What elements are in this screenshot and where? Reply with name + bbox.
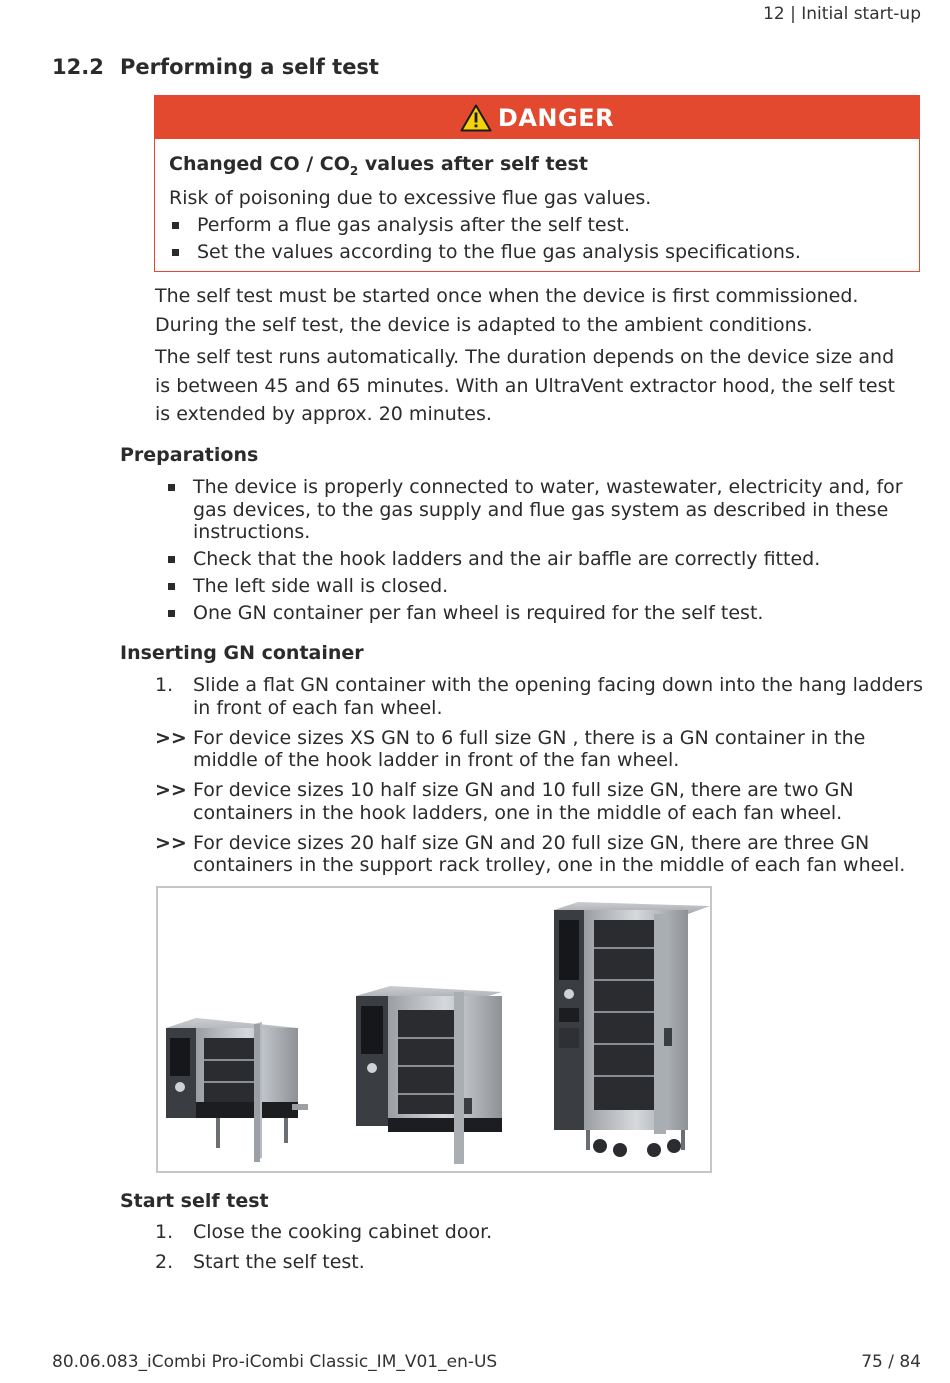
intro-paragraph: The self test must be started once when the device is first commissioned. During the self test, the device is adapted to the ambient conditions.	[155, 285, 859, 336]
step-item	[155, 674, 925, 719]
list-item-text: One GN container per fan wheel is required for the self test.	[193, 602, 764, 624]
footer-document-id: 80.06.083_iCombi Pro-iCombi Classic_IM_V01_en-US	[52, 1352, 498, 1372]
section-title: Performing a self test	[120, 55, 379, 79]
combi-steamer-figure	[156, 886, 712, 1173]
step-marker: 2.	[155, 1251, 174, 1273]
danger-heading-part: Changed CO / CO	[169, 153, 350, 175]
bullet-square-icon	[168, 556, 175, 563]
medium-unit-drawing	[356, 986, 502, 1164]
result-text: For device sizes 20 half size GN and 20 full size GN, there are three GN containers in the support rack trolley, one in the middle of each fan wheel.	[193, 831, 906, 876]
result-marker: >>	[155, 831, 187, 854]
small-unit-drawing	[166, 1018, 308, 1162]
section-heading	[52, 55, 379, 79]
step-text: Slide a flat GN container with the opening facing down into the hang ladders in front of each fan wheel.	[193, 674, 924, 719]
start-heading: Start self test	[120, 1190, 269, 1212]
danger-notice	[154, 95, 920, 272]
section-number: 12.2	[52, 55, 104, 79]
result-marker: >>	[155, 726, 187, 749]
bullet-square-icon	[172, 222, 179, 229]
danger-heading-part: values after self test	[358, 153, 588, 175]
list-item-text: The left side wall is closed.	[193, 575, 449, 597]
result-item	[155, 832, 925, 877]
intro-paragraph: The self test runs automatically. The duration depends on the device size and is between 45 and 65 minutes. With an UltraVent extractor hood, the self test is extended by approx. 20 minutes.	[155, 346, 895, 425]
bullet-square-icon	[168, 610, 175, 617]
preparations-heading: Preparations	[120, 444, 259, 466]
result-text: For device sizes XS GN to 6 full size GN , there is a GN container in the middle of the hook ladder in front of the fan wheel.	[193, 726, 866, 771]
bullet-square-icon	[168, 583, 175, 590]
step-item	[155, 1251, 925, 1274]
danger-label: DANGER	[497, 103, 615, 132]
preparations-list	[165, 476, 915, 629]
list-item	[169, 212, 905, 239]
result-item	[155, 727, 925, 772]
list-item	[165, 575, 915, 598]
result-text: For device sizes 10 half size GN and 10 full size GN, there are two GN containers in the hook ladders, one in the middle of each fan wheel.	[193, 779, 854, 824]
footer-page-number: 75 / 84	[861, 1352, 921, 1372]
danger-heading-subscript: 2	[349, 163, 359, 178]
start-steps	[155, 1221, 925, 1281]
large-unit-drawing	[554, 902, 710, 1157]
step-text: Close the cooking cabinet door.	[193, 1221, 493, 1243]
list-item	[169, 239, 905, 266]
step-marker: 1.	[155, 1221, 174, 1243]
inserting-heading: Inserting GN container	[120, 642, 364, 664]
bullet-square-icon	[168, 484, 175, 491]
list-item	[165, 476, 915, 544]
danger-body	[155, 139, 919, 266]
list-item-text: Set the values according to the flue gas analysis specifications.	[197, 240, 801, 263]
danger-heading	[169, 151, 905, 185]
list-item-text: Perform a flue gas analysis after the self test.	[197, 213, 630, 236]
inserting-steps	[155, 674, 925, 884]
warning-triangle-icon	[460, 104, 492, 132]
step-item	[155, 1221, 925, 1244]
danger-risk: Risk of poisoning due to excessive flue gas values.	[169, 186, 652, 209]
step-marker: 1.	[155, 674, 174, 696]
running-header: 12 | Initial start-up	[763, 4, 921, 24]
result-marker: >>	[155, 779, 187, 801]
danger-header	[155, 96, 919, 139]
list-item-text: Check that the hook ladders and the air baffle are correctly fitted.	[193, 548, 821, 570]
danger-actions	[169, 212, 905, 266]
list-item-text: The device is properly connected to water, wastewater, electricity and, for gas devices, to the gas supply and flue gas system as described in these instructions.	[193, 476, 903, 543]
result-item	[155, 779, 925, 824]
list-item	[165, 602, 915, 625]
list-item	[165, 548, 915, 571]
step-text: Start the self test.	[193, 1251, 365, 1273]
combi-steamer-illustration	[158, 888, 710, 1171]
bullet-square-icon	[172, 249, 179, 256]
